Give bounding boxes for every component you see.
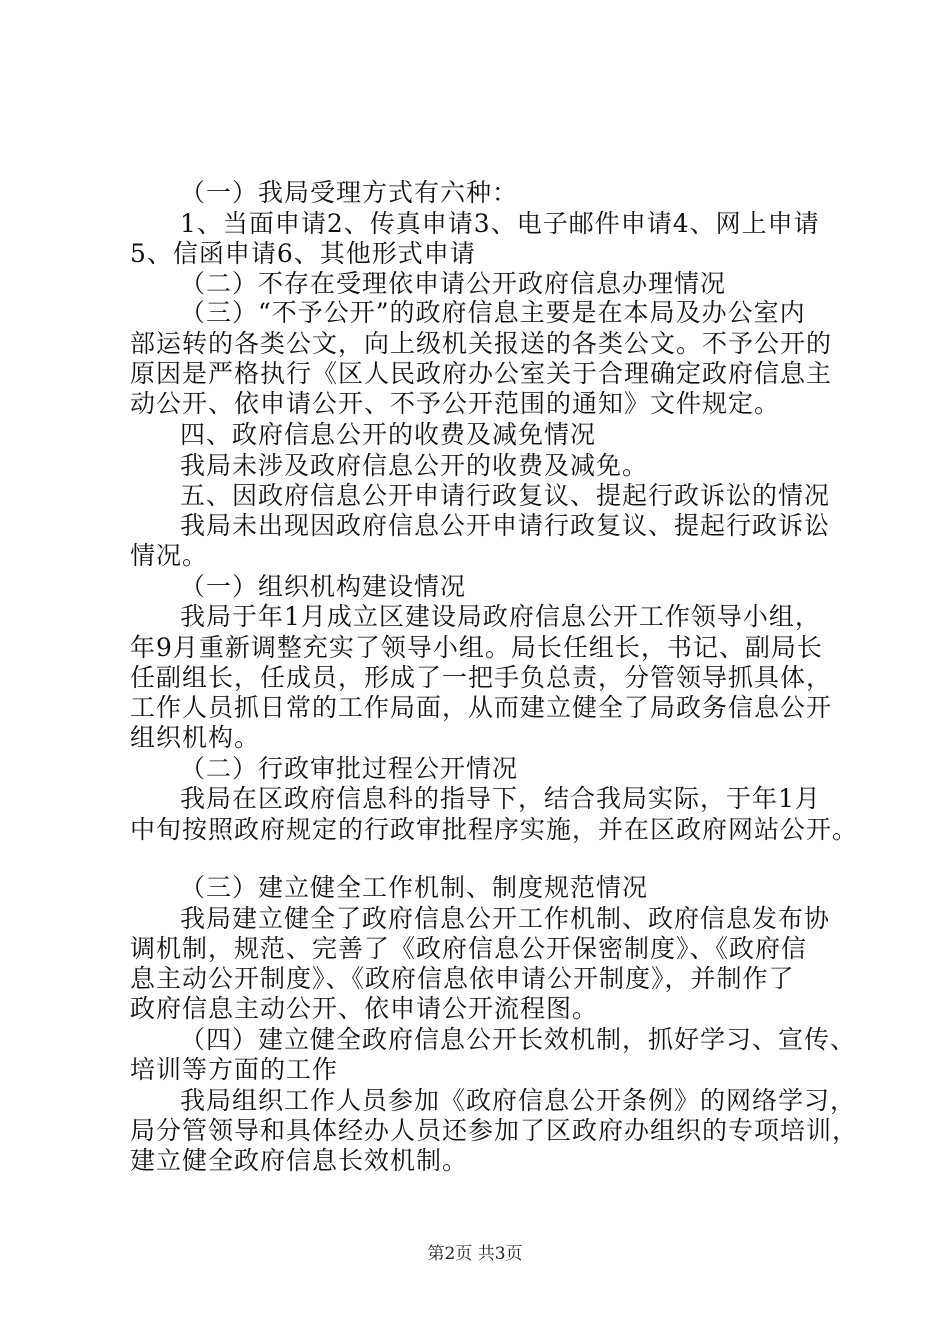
text-line: 我局未出现因政府信息公开申请行政复议、提起行政诉讼 [180, 511, 831, 540]
text-line: 任副组长，任成员，形成了一把手负总责，分管领导抓具体， [130, 663, 833, 692]
text-heading: （一）组织机构建设情况 [180, 572, 467, 601]
text-line: 我局建立健全了政府信息公开工作机制、政府信息发布协 [180, 904, 831, 933]
text-line: 年9月重新调整充实了领导小组。局长任组长，书记、副局长 [130, 633, 823, 662]
text-line: 原因是严格执行《区人民政府办公室关于合理确定政府信息主 [130, 359, 833, 388]
text-line: 工作人员抓日常的工作局面，从而建立健全了局政务信息公开 [130, 693, 833, 722]
text-line: 部运转的各类公文，向上级机关报送的各类公文。不予公开的 [130, 329, 833, 358]
text-line: 调机制，规范、完善了《政府信息公开保密制度》、《政府信 [130, 934, 808, 963]
text-line: （三）“不予公开”的政府信息主要是在本局及办公室内 [180, 298, 806, 327]
text-line: 培训等方面的工作 [130, 1055, 339, 1084]
text-heading: （四）建立健全政府信息公开长效机制，抓好学习、宣传、 [180, 1025, 857, 1054]
text-line: 建立健全政府信息长效机制。 [130, 1146, 469, 1175]
text-line: 息主动公开制度》、《政府信息依申请公开制度》，并制作了 [130, 964, 795, 993]
text-heading: （二）行政审批过程公开情况 [180, 754, 519, 783]
text-line: 情况。 [130, 541, 209, 570]
text-line: 1、当面申请2、传真申请3、电子邮件申请4、网上申请 [180, 209, 820, 238]
text-heading: 四、政府信息公开的收费及减免情况 [180, 420, 597, 449]
text-line: 我局未涉及政府信息公开的收费及减免。 [180, 451, 649, 480]
text-line: （一）我局受理方式有六种： [180, 178, 519, 207]
text-line: （二）不存在受理依申请公开政府信息办理情况 [180, 269, 727, 298]
text-heading: 五、因政府信息公开申请行政复议、提起行政诉讼的情况 [180, 481, 831, 510]
text-line: 动公开、依申请公开、不予公开范围的通知》文件规定。 [130, 389, 781, 418]
text-line: 我局在区政府信息科的指导下，结合我局实际，于年1月 [180, 784, 821, 813]
text-heading: （三）建立健全工作机制、制度规范情况 [180, 873, 649, 902]
text-line: 5、信函申请6、其他形式申请 [130, 239, 476, 268]
text-line: 局分管领导和具体经办人员还参加了区政府办组织的专项培训， [130, 1116, 859, 1145]
text-line: 政府信息主动公开、依申请公开流程图。 [130, 994, 599, 1023]
text-line: 我局于年1月成立区建设局政府信息公开工作领导小组， [180, 602, 821, 631]
text-line: 中旬按照政府规定的行政审批程序实施，并在区政府网站公开。 [130, 815, 859, 844]
text-line: 我局组织工作人员参加《政府信息公开条例》的网络学习， [180, 1086, 857, 1115]
text-line: 组织机构。 [130, 723, 261, 752]
page-number-footer: 第2页 共3页 [427, 1244, 523, 1264]
